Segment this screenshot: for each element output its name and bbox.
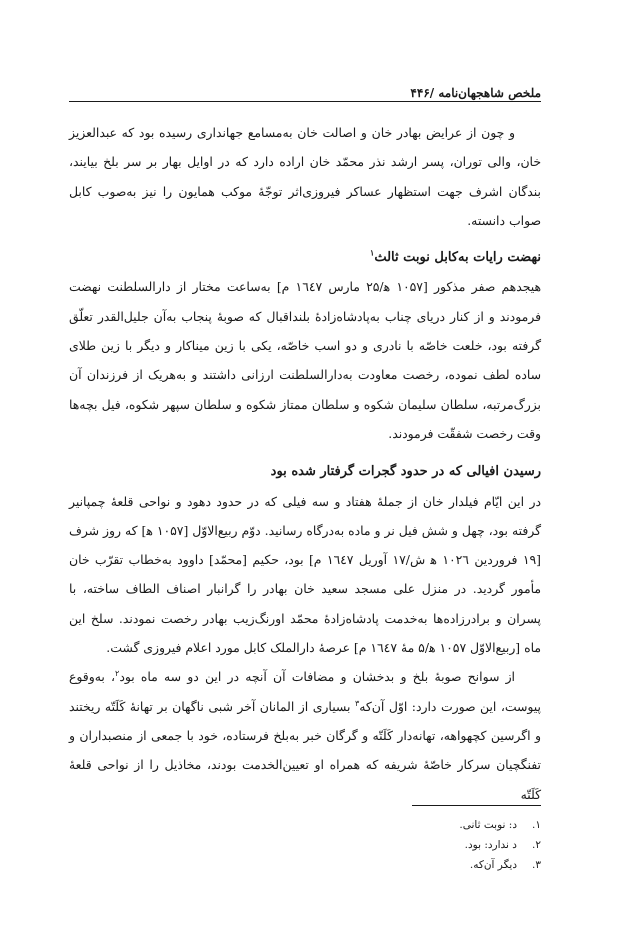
paragraph-4-part-c: بسیاری از المانان آخر شبی ناگهان بر تهانهٔ کَلَتّه ریختند و اگرسین کچهواهه، تهانه‌دار کَلَتّه و گرگان خبر به‌بلخ فرستاده، خود با جمعی از منصبداران و تفنگچیان سرکار خاصّهٔ شریفه که همراه او تعیین‌الخدمت بودند، مخاذیل را از نواحی قلعهٔ کَلَتّه bbox=[69, 698, 541, 802]
paragraph-2: هیجدهم صفر مذکور [۱۰۵۷ ه‍/۲۵ مارس ۱٦٤٧ م] به‌ساعت مختار از دارالسلطنت نهضت فرمودند و از کنار دریای چناب به‌پادشاه‌زادهٔ بلنداقبال که صوبهٔ پنجاب به‌آن جلیل‌القدر تعلّق گرفته بود، خلعت خاصّه با نادری و دو اسب خاصّه، یکی با زین میناکار و دیگر با زین طلای ساده لطف نموده، رخصت معاودت به‌دارالسلطنت ارزانی داشتند و به‌هریک از فرزندان آن بزرگ‌مرتبه، سلطان سلیمان شکوه و سلطان ممتاز شکوه و سلطان سپهر شکوه، فیل بچه‌ها وقت رخصت شفقّت فرمودند. bbox=[69, 279, 541, 441]
footnote-rule bbox=[412, 805, 541, 806]
header-title: ملخص شاهجهان‌نامه /۴۴۶ bbox=[410, 86, 541, 100]
footnote-number: ۱. bbox=[532, 819, 541, 831]
section-heading-1 bbox=[69, 243, 541, 272]
footnote-2 bbox=[69, 835, 541, 855]
page-body bbox=[69, 118, 541, 809]
footnote-text: دیگر آن‌که. bbox=[469, 859, 517, 871]
paragraph-4 bbox=[69, 662, 541, 808]
footnote-1 bbox=[69, 815, 541, 835]
running-header bbox=[69, 80, 541, 100]
footnote-number: ۳. bbox=[532, 859, 541, 871]
paragraph-1: و چون از عرایض بهادر خان و اصالت خان به‌مسامع جهانداری رسیده بود که عبدالعزیز خان، والی توران، پسر ارشد نذر محمّد خان اراده دارد که در اوایل بهار بر سر بلخ بیایند، بندگان اشرف جهت استظهار عساکر فیروزی‌اثر توجّهٔ موکب همایون را نیز به‌صوب کابل صواب دانسته. bbox=[69, 125, 541, 228]
footnote-text: د ندارد: بود. bbox=[464, 839, 517, 851]
footnote-ref-3: ۳ bbox=[354, 698, 360, 708]
paragraph-3: در این ایّام فیلدار خان از جملهٔ هفتاد و سه فیلی که در حدود دهود و نواحی قلعهٔ چمپانیر گرفته بود، چهل و شش فیل نر و ماده به‌درگاه رسانید. دوّم ربیع‌الاوّل [۱۰۵۷ ه‍] که روز شرف [۱۹ فروردین ۱۰۲٦ ه‍ ش/۱۷ آوریل ۱٦٤٧ م] بود، حکیم [محمّد] داوود به‌خطاب تقرّب خان مأمور گردید. در منزل علی مسجد سعید خان بهادر را گرانبار اصناف الطاف ساخته، با پسران و برادرزاده‌ها به‌خدمت پادشاه‌زادهٔ محمّد اورنگ‌زیب بهادر رخصت نمودند. سلخ این ماه [ربیع‌الاوّل ۱۰۵۷ ه‍/۵ مهٔ ۱٦٤٧ م] عرصهٔ دارالملک کابل مورد اعلام فیروزی گشت. bbox=[69, 493, 541, 656]
footnotes bbox=[69, 815, 541, 875]
footnote-3 bbox=[69, 855, 541, 875]
footnote-number: ۲. bbox=[532, 839, 541, 851]
footnote-ref-1: ۱ bbox=[370, 247, 375, 258]
paragraph-4-part-a: از سوانح صوبهٔ بلخ و بدخشان و مضافات آن آنچه در این دو سه ماه بود bbox=[119, 669, 515, 685]
footnote-ref-2: ۲ bbox=[115, 669, 120, 679]
section-heading-1-text: نهضت رایات به‌کابل نوبت ثالث bbox=[374, 250, 541, 266]
paragraph-4-part-b: ، به‌وقوع پیوست، این صورت دارد: اوّل آن‌که bbox=[69, 669, 541, 714]
section-heading-2: رسیدن افیالی که در حدود گجرات گرفتار شده بود bbox=[270, 464, 541, 480]
footnote-text: د: نوبت ثانی. bbox=[459, 819, 517, 831]
header-rule bbox=[69, 101, 541, 102]
